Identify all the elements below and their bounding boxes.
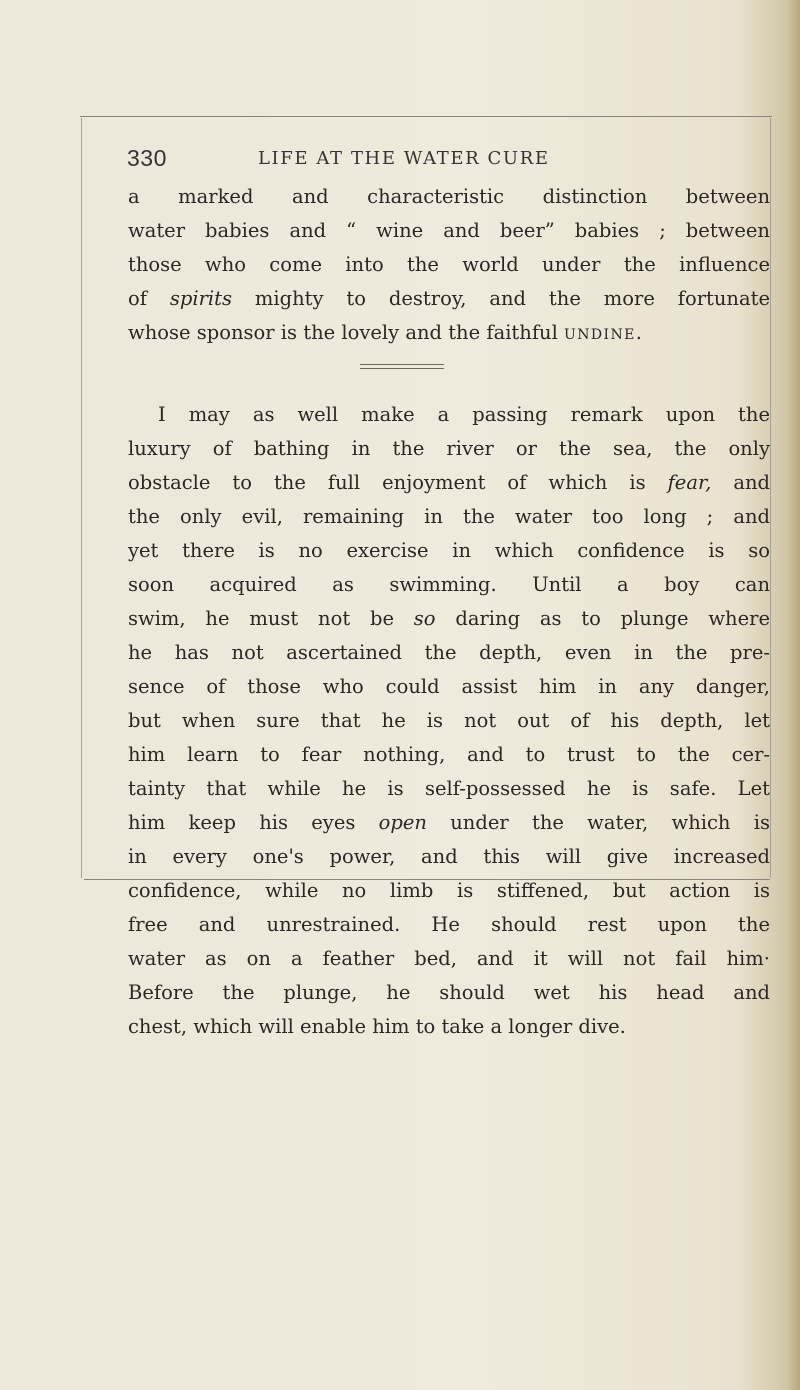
frame-top-rule	[80, 116, 772, 117]
frame-left-rule	[81, 118, 82, 878]
text-line: him learn to fear nothing, and to trust to the cer-	[128, 743, 770, 766]
running-title: LIFE AT THE WATER CURE	[258, 148, 550, 169]
text-line: water as on a feather bed, and it will not fail him·	[128, 947, 770, 970]
text-line: those who come into the world under the influence	[128, 253, 770, 276]
text-run: obstacle to the full enjoyment of which is	[128, 471, 668, 494]
text-line: chest, which will enable him to take a longer dive.	[128, 1015, 626, 1038]
text-line: a marked and characteristic distinction between	[128, 185, 770, 208]
text-line	[128, 806, 770, 840]
page-number: 330	[127, 145, 167, 171]
paragraph-1	[128, 180, 770, 350]
text-line: he has not ascertained the depth, even in the pre-	[128, 641, 770, 664]
text-line	[128, 282, 770, 316]
text-line: luxury of bathing in the river or the sea, the only	[128, 437, 770, 460]
text-line: but when sure that he is not out of his depth, let	[128, 709, 770, 732]
text-line: yet there is no exercise in which confidence is so	[128, 539, 770, 562]
text-run: whose sponsor is the lovely and the faithful	[128, 321, 565, 344]
text-line: tainty that while he is self-possessed he is safe. Let	[128, 777, 770, 800]
text-line: in every one's power, and this will give increased	[128, 845, 770, 868]
text-run: and	[711, 471, 771, 494]
emphasis: so	[413, 607, 436, 630]
text-run: swim, he must not be	[128, 607, 414, 630]
divider-rule	[360, 368, 444, 369]
text-line	[128, 602, 770, 636]
text-line: Before the plunge, he should wet his head and	[128, 981, 770, 1004]
frame-right-rule	[770, 118, 771, 878]
text-line: water babies and “ wine and beer” babies ; between	[128, 219, 770, 242]
paragraph-2	[128, 398, 770, 1044]
text-line: free and unrestrained. He should rest upon the	[128, 913, 770, 936]
emphasis: open	[378, 811, 427, 834]
text-run: him keep his eyes	[128, 811, 379, 834]
page-edge-shadow	[786, 0, 800, 1390]
text-line: soon acquired as swimming. Until a boy can	[128, 573, 770, 596]
text-run: mighty to destroy, and the more fortunate	[232, 287, 770, 310]
emphasis: fear,	[667, 471, 712, 494]
text-run: daring as to plunge where	[435, 607, 770, 630]
text-line: sence of those who could assist him in any danger,	[128, 675, 770, 698]
text-line	[128, 466, 770, 500]
text-run: under the water, which is	[426, 811, 771, 834]
divider-rule	[360, 364, 444, 365]
text-line	[128, 316, 770, 350]
section-divider	[128, 350, 770, 398]
emphasis: spirits	[169, 287, 232, 310]
text-line: I may as well make a passing remark upon the	[158, 403, 770, 426]
body-text	[128, 180, 770, 1044]
text-line: confidence, while no limb is stiffened, but action is	[128, 879, 770, 902]
text-run: of	[128, 287, 170, 310]
small-caps-word: undine.	[564, 321, 644, 344]
text-line: the only evil, remaining in the water too long ; and	[128, 505, 770, 528]
page-header	[127, 145, 767, 173]
